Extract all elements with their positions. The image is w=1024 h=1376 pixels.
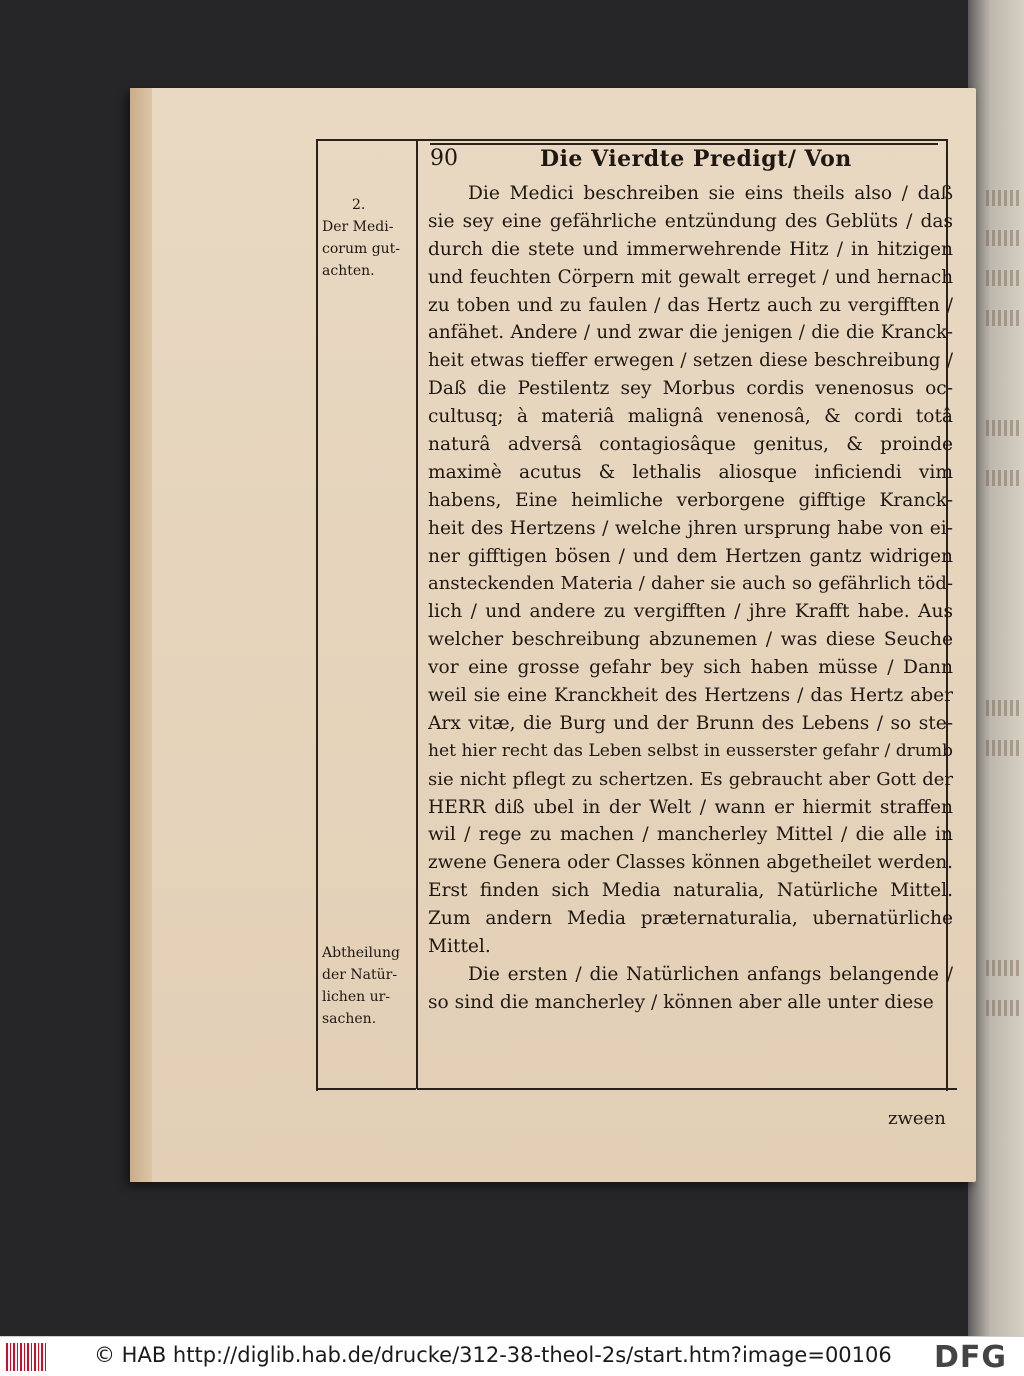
footer-bar [0,1336,1024,1376]
margin-note-line: der Natür- [322,967,398,983]
text-line: Die ersten / die Natürlichen anfangs belangende / [468,963,953,985]
text-line: HERR diß ubel in der Welt / wann er hiermit straffen [428,796,953,818]
text-line: Zum andern Media præternaturalia, ubernatürliche [428,908,953,930]
body-text [428,180,953,1017]
bleed-through-text [986,960,1020,976]
text-line: so sind die mancherley / können aber alle unter diese [428,991,934,1013]
adjacent-page-strip [968,0,1024,1336]
frame-bottom-rule [316,1088,416,1090]
text-line: Die Medici beschreiben sie eins theils also / daß [468,183,953,204]
text-line: habens, Eine heimliche verborgene gifftige Kranck- [428,489,953,511]
page-header [430,146,940,176]
text-line: durch die stete und immerwehrende Hitz / in hitzigen [428,238,953,260]
text-line: anfähet. Andere / und zwar die jenigen / die die Kranck- [428,322,953,344]
bleed-through-text [986,230,1020,246]
barcode-icon [6,1343,48,1371]
bleed-through-text [986,270,1020,286]
text-line: Arx vitæ, die Burg und der Brunn des Lebens / so ste- [428,712,953,734]
bleed-through-text [986,740,1020,756]
text-line: heit etwas tieffer erwegen / setzen diese beschreibung / [428,350,953,372]
bleed-through-text [986,310,1020,326]
margin-note-line: Der Medi- [322,219,394,235]
catchword: zween [888,1108,946,1129]
text-line: sie nicht pflegt zu schertzen. Es gebraucht aber Gott der [428,768,953,790]
margin-note-line: achten. [322,263,375,279]
text-line: maximè acutus & lethalis aliosque inficiendi vim [428,461,953,483]
text-line: Erst finden sich Media naturalia, Natürliche Mittel. [428,880,953,902]
text-line: welcher beschreibung abzunemen / was diese Seuche [428,629,953,651]
text-line: sie sey eine gefährliche entzündung des Geblüts / das [428,210,953,232]
text-line: naturâ adversâ contagiosâque genitus, & proinde [428,434,953,456]
bleed-through-text [986,1000,1020,1016]
bleed-through-text [986,420,1020,436]
bleed-through-text [986,700,1020,716]
text-line: und feuchten Cörpern mit gewalt erreget / und hernach [428,266,953,288]
margin-note-line: corum gut- [322,241,401,257]
margin-note-line: Abtheilung [322,945,400,961]
scanned-page [130,88,976,1182]
dfg-logo: DFG [934,1340,1008,1375]
text-line: ansteckenden Materia / daher sie auch so gefährlich töd- [428,573,953,595]
margin-note-line: 2. [352,197,366,213]
margin-note-medicorum [322,194,414,282]
text-line: wil / rege zu machen / mancherley Mittel / die alle in [428,824,953,846]
frame-bottom-rule [417,1088,957,1090]
margin-column-rule [416,139,418,1089]
text-line: het hier recht das Leben selbst in eusserster gefahr / drumb [428,740,953,761]
text-line: Daß die Pestilentz sey Morbus cordis venenosus oc- [428,378,953,400]
bleed-through-text [986,190,1020,206]
page-number: 90 [430,146,458,171]
running-title: Die Vierdte Predigt/ Von [540,146,852,172]
header-rule [430,143,938,145]
margin-note-line: lichen ur- [322,989,391,1005]
text-line: lich / und andere zu vergifften / jhre Krafft habe. Aus [428,601,953,623]
copyright-url[interactable]: © HAB http://diglib.hab.de/drucke/312-38-theol-2s/start.htm?image=00106 [94,1343,892,1367]
text-line: zu toben und zu faulen / das Hertz auch zu vergifften / [428,294,953,316]
text-line: Mittel. [428,936,491,958]
text-line: cultusq; à materiâ malignâ venenosâ, & cordi totâ [428,406,953,428]
text-line: zwene Genera oder Classes können abgetheilet werden. [428,852,953,874]
text-line: vor eine grosse gefahr bey sich haben müsse / Dann [428,657,953,679]
bleed-through-text [986,470,1020,486]
text-line: heit des Hertzens / welche jhren ursprung habe von ei- [428,517,953,539]
text-line: ner gifftigen bösen / und dem Hertzen gantz widrigen [428,545,953,567]
margin-note-line: sachen. [322,1011,377,1027]
text-line: weil sie eine Kranckheit des Hertzens / das Hertz aber [428,685,953,707]
margin-note-abtheilung [322,942,414,1030]
